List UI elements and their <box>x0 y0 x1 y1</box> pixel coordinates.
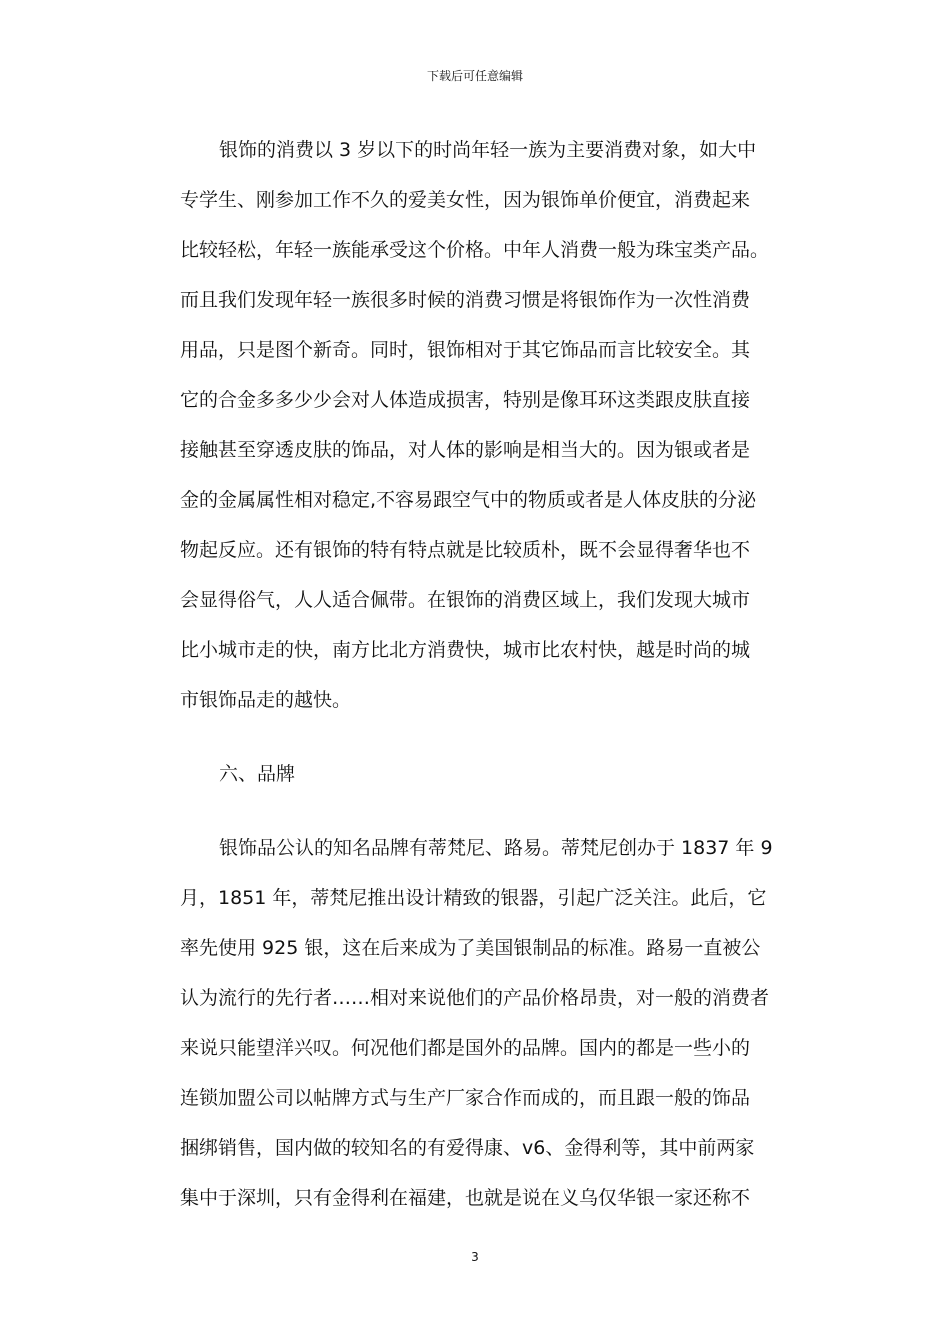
paragraph-line: 物起反应。还有银饰的特有特点就是比较质朴，既不会显得奢华也不 <box>180 539 751 561</box>
paragraph-line: 捆绑销售，国内做的较知名的有爱得康、v6、金得利等，其中前两家 <box>180 1137 755 1159</box>
paragraph-line: 金的金属属性相对稳定,不容易跟空气中的物质或者是人体皮肤的分泌 <box>180 489 757 511</box>
paragraph-line: 银饰的消费以 3 岁以下的时尚年轻一族为主要消费对象，如大中 <box>219 139 757 161</box>
paragraph-line: 集中于深圳，只有金得利在福建，也就是说在义乌仅华银一家还称不 <box>180 1187 751 1209</box>
section-heading-brand: 六、品牌 <box>219 763 296 785</box>
paragraph-line: 认为流行的先行者……相对来说他们的产品价格昂贵，对一般的消费者 <box>180 987 770 1009</box>
paragraph-line: 用品，只是图个新奇。同时，银饰相对于其它饰品而言比较安全。其 <box>180 339 751 361</box>
paragraph-line: 率先使用 925 银，这在后来成为了美国银制品的标准。路易一直被公 <box>180 937 761 959</box>
paragraph-line: 比较轻松，年轻一族能承受这个价格。中年人消费一般为珠宝类产品。 <box>180 239 770 261</box>
paragraph-brands <box>180 834 773 1234</box>
paragraph-line: 来说只能望洋兴叹。何况他们都是国外的品牌。国内的都是一些小的 <box>180 1037 751 1059</box>
page-number: 3 <box>471 1250 479 1264</box>
paragraph-consumer-analysis <box>180 136 770 736</box>
paragraph-line: 连锁加盟公司以帖牌方式与生产厂家合作而成的，而且跟一般的饰品 <box>180 1087 751 1109</box>
paragraph-line: 银饰品公认的知名品牌有蒂梵尼、路易。蒂梵尼创办于 1837 年 9 <box>219 837 773 859</box>
paragraph-line: 会显得俗气，人人适合佩带。在银饰的消费区域上，我们发现大城市 <box>180 589 751 611</box>
paragraph-line: 它的合金多多少少会对人体造成损害，特别是像耳环这类跟皮肤直接 <box>180 389 751 411</box>
paragraph-line: 接触甚至穿透皮肤的饰品，对人体的影响是相当大的。因为银或者是 <box>180 439 751 461</box>
page-header: 下载后可任意编辑 <box>426 69 523 83</box>
paragraph-line: 专学生、刚参加工作不久的爱美女性，因为银饰单价便宜，消费起来 <box>180 189 751 211</box>
paragraph-line: 市银饰品走的越快。 <box>180 689 352 711</box>
paragraph-line: 月，1851 年，蒂梵尼推出设计精致的银器，引起广泛关注。此后，它 <box>180 887 767 909</box>
paragraph-line: 比小城市走的快，南方比北方消费快，城市比农村快，越是时尚的城 <box>180 639 751 661</box>
paragraph-line: 而且我们发现年轻一族很多时候的消费习惯是将银饰作为一次性消费 <box>180 289 751 311</box>
